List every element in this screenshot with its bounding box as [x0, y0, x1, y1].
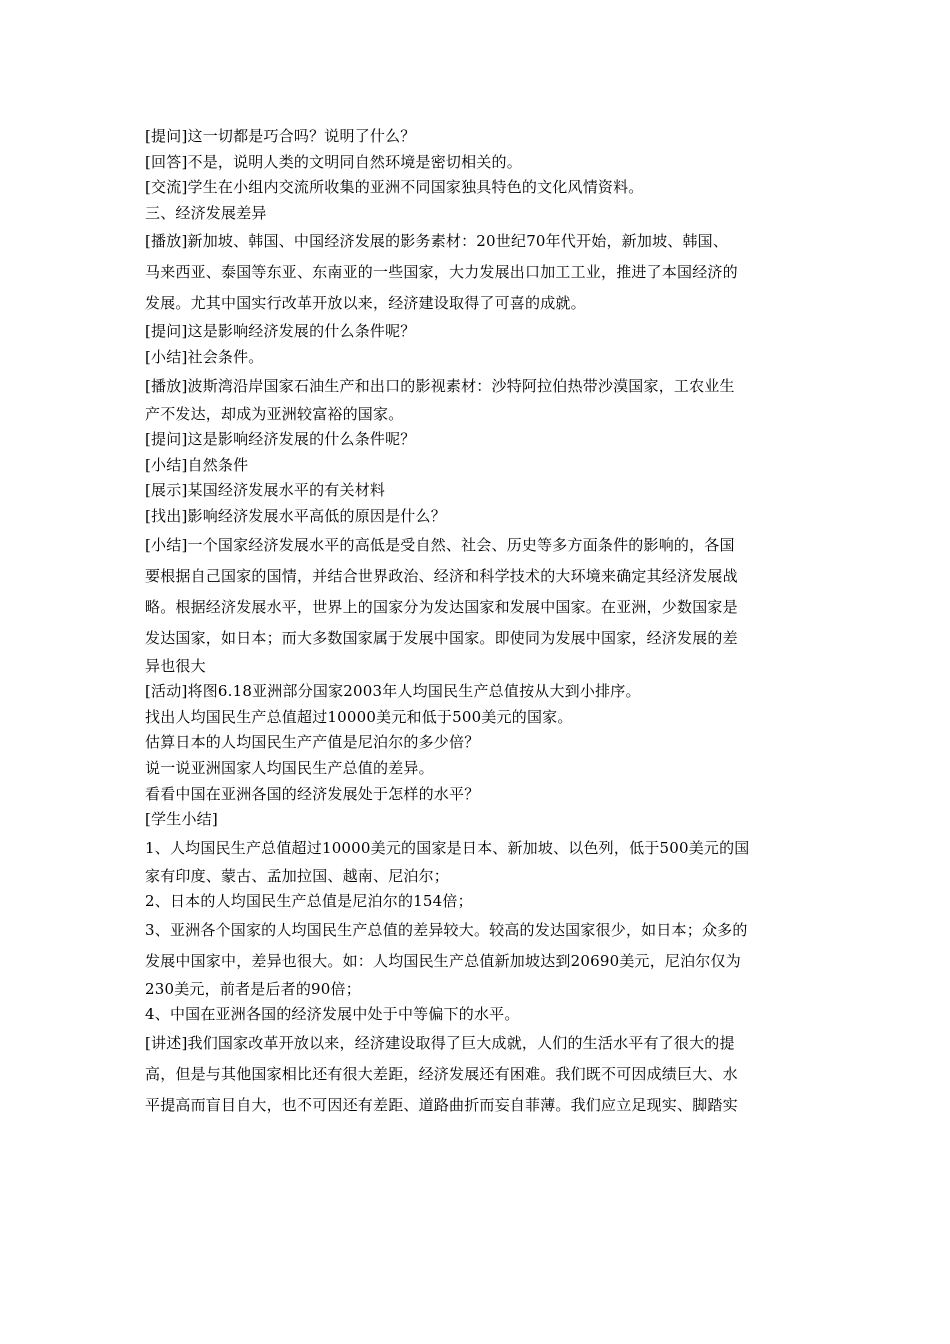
text-line: [小结]自然条件	[145, 455, 249, 474]
text-line: 要根据自己国家的国情，并结合世界政治、经济和科学技术的大环境来确定其经济发展战	[145, 566, 738, 585]
text-line: 异也很大	[145, 656, 206, 675]
text-line: [播放]波斯湾沿岸国家石油生产和出口的影视素材：沙特阿拉伯热带沙漠国家，工农业生	[145, 376, 735, 395]
text-line: 4、中国在亚洲各国的经济发展中处于中等偏下的水平。	[145, 1005, 520, 1024]
text-line: 230美元，前者是后者的90倍；	[145, 979, 361, 998]
text-line: 平提高而盲目自大，也不可因还有差距、道路曲折而妄自菲薄。我们应立足现实、脚踏实	[145, 1096, 738, 1115]
text-line: 说一说亚洲国家人均国民生产总值的差异。	[145, 758, 434, 777]
text-line: 马来西亚、泰国等东亚、东南亚的一些国家，大力发展出口加工工业，推进了本国经济的	[145, 263, 738, 282]
text-line: [提问]这是影响经济发展的什么条件呢？	[145, 322, 416, 341]
text-line: 略。根据经济发展水平，世界上的国家分为发达国家和发展中国家。在亚洲，少数国家是	[145, 597, 738, 616]
text-line: [展示]某国经济发展水平的有关材料	[145, 481, 386, 500]
text-line: 找出人均国民生产总值超过10000美元和低于500美元的国家。	[145, 707, 573, 726]
text-line: 发达国家，如日本；而大多数国家属于发展中国家。即使同为发展中国家，经济发展的差	[145, 628, 738, 647]
text-line: [提问]这一切都是巧合吗？说明了什么？	[145, 127, 416, 145]
text-line: [提问]这是影响经济发展的什么条件呢？	[145, 430, 416, 449]
text-line: 产不发达，却成为亚洲较富裕的国家。	[145, 404, 404, 423]
text-line: [讲述]我们国家改革开放以来，经济建设取得了巨大成就，人们的生活水平有了很大的提	[145, 1034, 735, 1053]
text-line: [小结]一个国家经济发展水平的高低是受自然、社会、历史等多方面条件的影响的，各国	[145, 535, 735, 554]
text-line: 估算日本的人均国民生产产值是尼泊尔的多少倍？	[145, 733, 480, 752]
text-line: [活动]将图6.18亚洲部分国家2003年人均国民生产总值按从大到小排序。	[145, 682, 641, 701]
text-line: 高，但是与其他国家相比还有很大差距，经济发展还有困难。我们既不可因成绩巨大、水	[145, 1065, 738, 1084]
text-line: [交流]学生在小组内交流所收集的亚洲不同国家独具特色的文化风情资料。	[145, 178, 644, 197]
text-line: 发展。尤其中国实行改革开放以来，经济建设取得了可喜的成就。	[145, 294, 586, 313]
text-line: [播放]新加坡、韩国、中国经济发展的影务素材：20世纪70年代开始，新加坡、韩国、	[145, 232, 729, 251]
text-line: 3、亚洲各个国家的人均国民生产总值的差异较大。较高的发达国家很少，如日本；众多的	[145, 920, 748, 939]
text-line: 家有印度、蒙古、孟加拉国、越南、尼泊尔；	[145, 866, 450, 885]
text-line: [学生小结]	[145, 810, 218, 829]
text-line: 发展中国家中，差异也很大。如：人均国民生产总值新加坡达到20690美元，尼泊尔仅为	[145, 951, 741, 970]
text-line: [小结]社会条件。	[145, 347, 264, 366]
text-line: [找出]影响经济发展水平高低的原因是什么？	[145, 506, 446, 525]
text-line: [回答]不是，说明人类的文明同自然环境是密切相关的。	[145, 152, 522, 171]
document-body	[145, 124, 810, 1121]
text-line: 1、人均国民生产总值超过10000美元的国家是日本、新加坡、以色列，低于500美元的国	[145, 838, 750, 857]
text-line: 2、日本的人均国民生产总值是尼泊尔的154倍；	[145, 892, 473, 911]
text-line: 看看中国在亚洲各国的经济发展处于怎样的水平？	[145, 784, 480, 803]
text-line: 三、经济发展差异	[145, 203, 267, 222]
